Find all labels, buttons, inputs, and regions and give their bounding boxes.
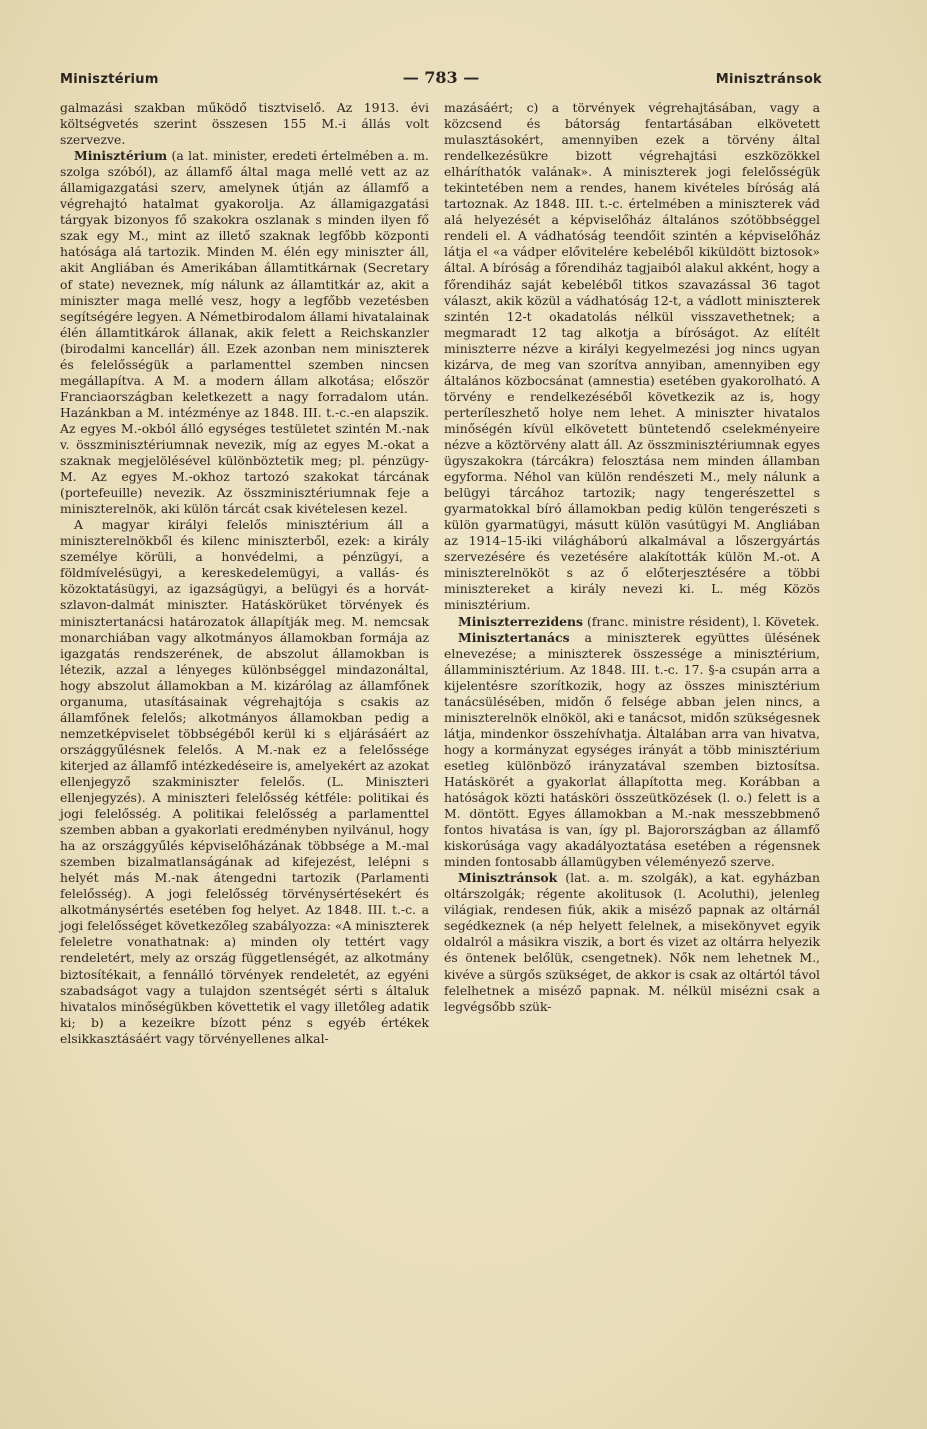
entry-minisztertanacs xyxy=(444,630,820,871)
paragraph: A magyar királyi felelős minisztérium áll a miniszterelnökből és kilenc miniszterből, ezek: a király személye körüli, a honvédelmi, a pénzügyi, a földmívelésügyi, a kereskedelemügyi, a vallás- és közoktatásügyi, az igazságügyi, a belügyi és a horvát-szlavon-dalmát miniszter. Hatáskörüket törvények és minisztertanácsi határozatok állapítják meg. M. nemcsak monarchiában vagy alkotmányos államokban formája az igazgatás rendszerének, de abszolut államokban is létezik, azzal a lényeges különbséggel mindazonáltal, hogy abszolut államokban a M. kizárólag az államfőnek organuma, utasításainak végrehajtója s csakis az államfőnek felelős; alkotmányos államokban pedig a nemzetképviselet többségéből kerül ki s eljárásáért az országgyűlésnek felelős. A M.-nak ez a felelőssége kiterjed az államfő intézkedéseire is, amelyekért az azokat ellenjegyző szakminiszter felelős. (L. Miniszteri ellenjegyzés). A miniszteri felelősség kétféle: politikai és jogi felelősség. A politikai felelősség a parlamenttel szemben abban a gyakorlati eredményben nyilvánul, hogy ha az országgyűlés képviselőházának többsége a M.-mal szemben bizalmatlanságának ad kifejezést, lelépni s helyét más M.-nak átengedni tartozik (Parlamenti felelősség). A jogi felelősség törvénysértésekért és alkotmánysértés esetében fog helyet. Az 1848. III. t.-c. a jogi felelősséget következőleg szabályozza: «A miniszterek feleletre vonathatnak: a) minden oly tettért vagy rendeletért, mely az ország függetlenségét, az alkotmány biztosítékait, a fennálló törvények rendeletét, az egyéni szabadságot vagy a tulajdon szentségét sérti s általuk hivatalos minőségükben követtetik el vagy illetőleg adatik ki; b) a kezeikre bízott pénz s egyéb értékek elsikkasztásáért vagy törvényellenes alkal- xyxy=(60,517,429,1046)
entry-headword: Miniszterrezidens xyxy=(458,613,583,629)
header-left-keyword: Minisztérium xyxy=(60,72,159,87)
paragraph: galmazási szakban működő tisztviselő. Az 1913. évi költségvetés szerint összesen 155 M.-i állás volt szervezve. xyxy=(60,100,429,148)
left-column xyxy=(60,100,429,1047)
header-right-keyword: Minisztránsok xyxy=(715,72,822,87)
entry-text: a miniszterek együttes ülésének elnevezése; a miniszterek összessége a minisztérium, államminisztérium. Az 1848. III. t.-c. 17. §-a csupán arra a kijelentésre szorítkozik, hogy az összes minisztérium tanácsülésében, midőn ő felsége abban jelen nincs, a miniszterelnök elnököl, aki e tanácsot, midőn szükségesnek látja, mindenkor összehívhatja. Általában arra van hivatva, hogy a kormányzat egységes irányát a több minisztérium esetleg különböző irányzatával szemben biztosítsa. Hatáskörét a gyakorlat állapította meg. Korábban a hatóságok közti hatásköri összeütközések (l. o.) felett is a M. döntött. Egyes államokban a M.-nak messzebbmenő fontos hivatása is van, így pl. Bajorországban az államfő kiskorúsága vagy akadályoztatása esetében a régensnek minden fontosabb államügyben véleményező szerve. xyxy=(444,629,820,870)
running-header xyxy=(60,68,822,92)
paragraph: mazásáért; c) a törvények végrehajtásában, vagy a közcsend és bátorság fentartásában elkövetett mulasztásokért, amennyiben ezek a törvény által rendelkezésükre bizott végrehajtási eszközökkel elháríthatók valának». A miniszterek jogi felelősségük tekintetében nem a rendes, hanem kivételes bíróság alá tartoznak. Az 1848. III. t.-c. értelmében a miniszterek vád alá helyezését a képviselőház általános szótöbbséggel rendeli el. A vádhatóság teendőit szintén a képviselőház látja el «a vádper elővitelére kebeléből kiküldött biztosok» által. A bíróság a főrendiház tagjaiból alakul akként, hogy a főrendiház saját kebeléből titkos szavazással 36 tagot választ, akik közül a vádhatóság 12-t, a vádlott miniszterek szintén 12-t okadatolás nélkül visszavethetnek; a megmaradt 12 tag alkotja a bíróságot. Az elítélt miniszterre nézve a királyi kegyelmezési jog nincs ugyan kizárva, de meg van szorítva annyiban, amennyiben egy általános közbocsánat (amnestia) esetében gyakorolható. A törvény e rendelkezéséből következik az is, hogy perteríleszhető holye nem lehet. A miniszter hivatalos minőségén kívül elkövetett büntetendő cselekményeire nézve a köztörvény alatt áll. Az összminisztériumnak egyes ügyszakokra (tárcákra) felosztása nem minden államban egyforma. Néhol van külön rendészeti M., mely nálunk a belügyi tárcához tartozik; nagy tengerészettel s gyarmatokkal bíró államokban pedig külön tengerészeti s külön gyarmatügyi, másutt külön vasútügyi M. Angliában az 1914–15-iki világháború alkalmával a lőszergyártás szervezésére és vezetésére alakították külön M.-ot. A miniszterelnököt s az ő előterjesztésére a többi minisztereket a király nevezi ki. L. még Közös minisztérium. xyxy=(444,100,820,613)
entry-headword: Minisztránsok xyxy=(458,870,558,886)
entry-headword: Minisztertanács xyxy=(458,629,570,645)
entry-minisztransok xyxy=(444,870,820,1014)
right-column xyxy=(444,100,820,1015)
entry-headword: Minisztérium xyxy=(74,148,168,164)
entry-text: (franc. ministre résident), l. Követek. xyxy=(586,613,820,629)
entry-text: (a lat. minister, eredeti értelmében a. m. szolga szóból), az államfő által maga mellé vett az az államigazgatási szerv, amelynek útján az államfő a végrehajtó hatalmat gyakorolja. Az államigazgatási tárgyak bizonyos fő szakokra oszlanak s minden ilyen fő szak egy M., mint az illető szaknak legfőbb központi hatósága alá tartozik. Minden M. élén egy miniszter áll, akit Angliában és Amerikában államtitkárnak (Secretary of state) neveznek, míg nálunk az államtitkár az, akit a miniszter maga mellé vesz, hogy a legfőbb vezetésben segítségére legyen. A Németbirodalom állami hivatalainak élén államtitkárok állanak, akik felett a Reichskanzler (birodalmi kancellár) áll. Ezek azonban nem miniszterek és felelősségük a parlamenttel szemben nincsen megállapítva. A M. a modern állam alkotása; először Franciaországban keletkezett a nagy forradalom után. Hazánkban a M. intézménye az 1848. III. t.-c.-en alapszik. Az egyes M.-okból álló egységes testületet szintén M.-nak v. összminisztériumnak nevezik, míg az egyes M.-okat a szaknak megjelölésével különböztetik meg; pl. pénzügy-M. Az egyes M.-okhoz tartozó szakokat tárcának (portefeuille) nevezik. Az összminisztériumnak feje a miniszterelnök, aki külön tárcát csak kivételesen kezel. xyxy=(60,148,429,517)
entry-text: (lat. a. m. szolgák), a kat. egyházban oltárszolgák; régente akolitusok (l. Acoluthi), jelenleg világiak, rendesen fiúk, akik a miséző papnak az oltárnál segédkeznek (a nép helyett felelnek, a misekönyvet egyik oldalról a másikra viszik, a bort és vizet az oltárra helyezik és öntenek belőlük, csengetnek). Nők nem lehetnek M., kivéve a sürgős szükséget, de akkor is csak az oltártól távol felelhetnek a miséző papnak. M. nélkül misézni csak a legvégsőbb szük- xyxy=(444,870,820,1014)
entry-minisztérium xyxy=(60,148,429,517)
entry-miniszterrezidens xyxy=(444,614,820,630)
page-number: — 783 — xyxy=(402,68,480,87)
